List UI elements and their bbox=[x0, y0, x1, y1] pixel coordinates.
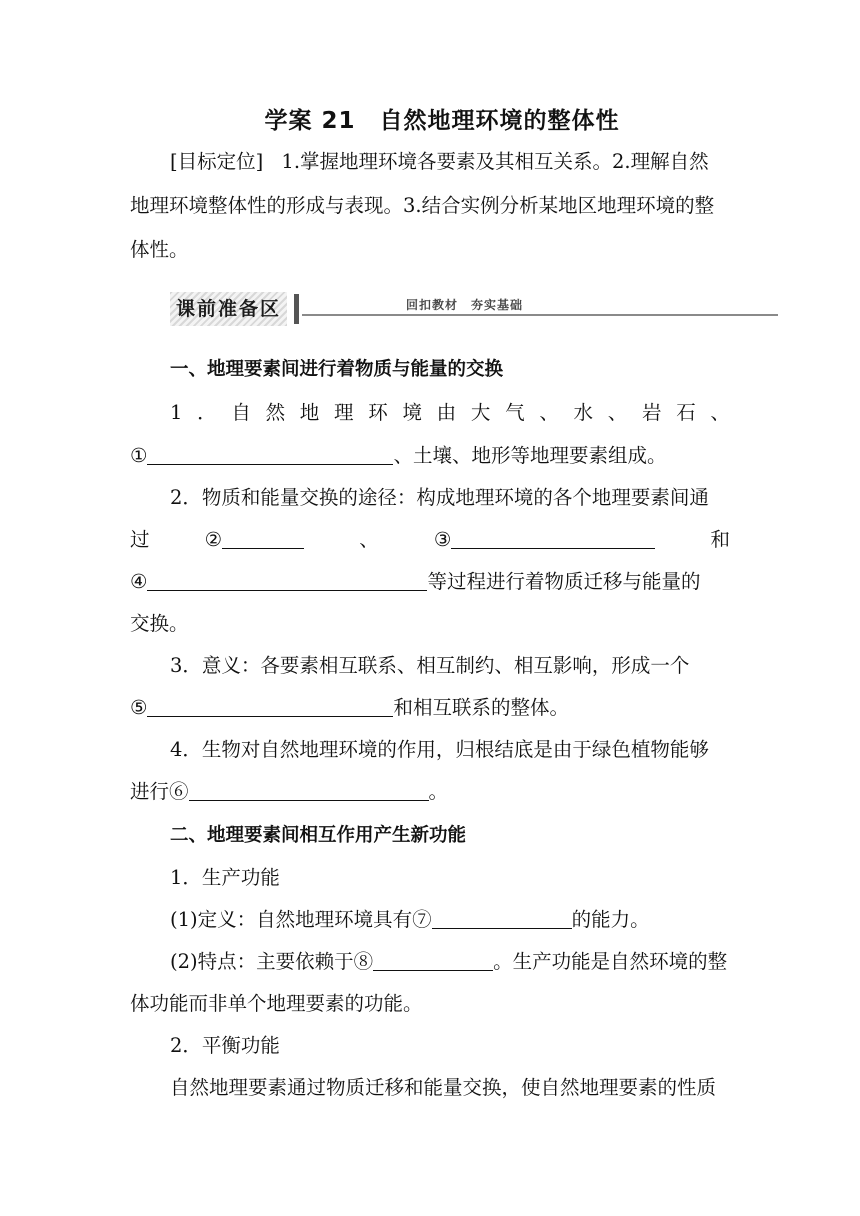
item1-line-2 bbox=[130, 442, 730, 470]
blank-marker-3: ③ bbox=[433, 528, 452, 551]
item2-line-4: 交换。 bbox=[130, 612, 189, 635]
item2-through: 过 bbox=[130, 528, 150, 551]
item2-line-3 bbox=[130, 568, 730, 596]
item1-token: 境 bbox=[402, 401, 422, 424]
item2-separator: 、 bbox=[359, 528, 379, 551]
fill-blank-3[interactable] bbox=[451, 528, 655, 549]
item1-token: 理 bbox=[334, 401, 354, 424]
page-title: 学案 21 自然地理环境的整体性 bbox=[264, 108, 620, 134]
item4-head: 进行⑥ bbox=[130, 780, 189, 803]
item1-token: 、 bbox=[607, 401, 628, 424]
item2-tail: 等过程进行着物质迁移与能量的 bbox=[427, 570, 701, 593]
banner-rule bbox=[302, 314, 778, 316]
item4-line-2 bbox=[130, 778, 730, 806]
item2-line-2 bbox=[130, 526, 730, 554]
item1-token: 自 bbox=[231, 401, 251, 424]
item2-and: 和 bbox=[710, 528, 730, 551]
feature-tail: 。生产功能是自然环境的整 bbox=[493, 950, 728, 973]
objectives-label: [目标定位] bbox=[170, 150, 264, 173]
item1-token: 由 bbox=[436, 401, 457, 424]
item1-token: 、 bbox=[710, 401, 730, 424]
item1-token: 、 bbox=[539, 401, 559, 424]
item1-token: 气 bbox=[505, 401, 525, 424]
fill-blank-4[interactable] bbox=[147, 570, 427, 591]
definition-tail: 的能力。 bbox=[571, 908, 650, 931]
banner-label: 课前准备区 bbox=[170, 292, 287, 326]
production-feature-line-1 bbox=[170, 948, 730, 976]
feature-head: (2)特点：主要依赖于⑧ bbox=[170, 950, 374, 973]
objectives-line-2: 地理环境整体性的形成与表现。3.结合实例分析某地区地理环境的整 bbox=[130, 194, 715, 217]
item1-token: 1 bbox=[170, 401, 183, 424]
section-banner bbox=[170, 292, 778, 328]
item1-token: 地 bbox=[299, 401, 320, 424]
fill-blank-5[interactable] bbox=[147, 696, 393, 717]
item1-token: 环 bbox=[368, 401, 388, 424]
balance-function-text: 自然地理要素通过物质迁移和能量交换，使自然地理要素的性质 bbox=[170, 1076, 717, 1099]
item4-line-1: 4．生物对自然地理环境的作用，归根结底是由于绿色植物能够 bbox=[170, 738, 709, 761]
section2-heading: 二、地理要素间相互作用产生新功能 bbox=[170, 825, 467, 846]
fill-blank-7[interactable] bbox=[432, 908, 572, 929]
blank-marker-2: ② bbox=[204, 528, 223, 551]
item1-line-1 bbox=[170, 399, 730, 427]
item1-token: ． bbox=[197, 401, 217, 424]
item3-line-2 bbox=[130, 694, 730, 722]
production-feature-line-2: 体功能而非单个地理要素的功能。 bbox=[130, 992, 423, 1015]
blank-marker-1: ① bbox=[130, 444, 148, 467]
objectives-line-1 bbox=[170, 148, 730, 176]
item1-tail: 、土壤、地形等地理要素组成。 bbox=[393, 444, 667, 467]
item1-token: 大 bbox=[470, 401, 491, 424]
item1-token: 然 bbox=[265, 401, 286, 424]
blank-marker-4: ④ bbox=[130, 570, 148, 593]
item1-token: 水 bbox=[573, 401, 594, 424]
fill-blank-8[interactable] bbox=[373, 950, 493, 971]
item3-tail: 和相互联系的整体。 bbox=[393, 696, 569, 719]
balance-function-heading: 2．平衡功能 bbox=[170, 1034, 280, 1057]
production-definition bbox=[170, 906, 730, 934]
banner-divider bbox=[294, 294, 299, 324]
production-function-heading: 1．生产功能 bbox=[170, 866, 280, 889]
definition-head: (1)定义：自然地理环境具有⑦ bbox=[170, 908, 432, 931]
item1-token: 岩 bbox=[641, 401, 662, 424]
objectives-text-1: 1.掌握地理环境各要素及其相互关系。2.理解自然 bbox=[281, 150, 709, 173]
fill-blank-2[interactable] bbox=[222, 528, 304, 549]
item3-line-1: 3．意义：各要素相互联系、相互制约、相互影响，形成一个 bbox=[170, 654, 690, 677]
item4-tail: 。 bbox=[428, 780, 449, 803]
section1-heading: 一、地理要素间进行着物质与能量的交换 bbox=[170, 359, 504, 380]
banner-subtitle: 回扣教材 夯实基础 bbox=[406, 298, 524, 312]
objectives-line-3: 体性。 bbox=[130, 238, 189, 261]
item1-token: 石 bbox=[676, 401, 696, 424]
fill-blank-6[interactable] bbox=[189, 780, 429, 801]
item2-blank-3-group bbox=[434, 526, 655, 554]
item2-line-1: 2．物质和能量交换的途径：构成地理环境的各个地理要素间通 bbox=[170, 486, 709, 509]
item2-blank-2-group bbox=[205, 526, 304, 554]
blank-marker-5: ⑤ bbox=[130, 696, 148, 719]
fill-blank-1[interactable] bbox=[147, 444, 393, 465]
